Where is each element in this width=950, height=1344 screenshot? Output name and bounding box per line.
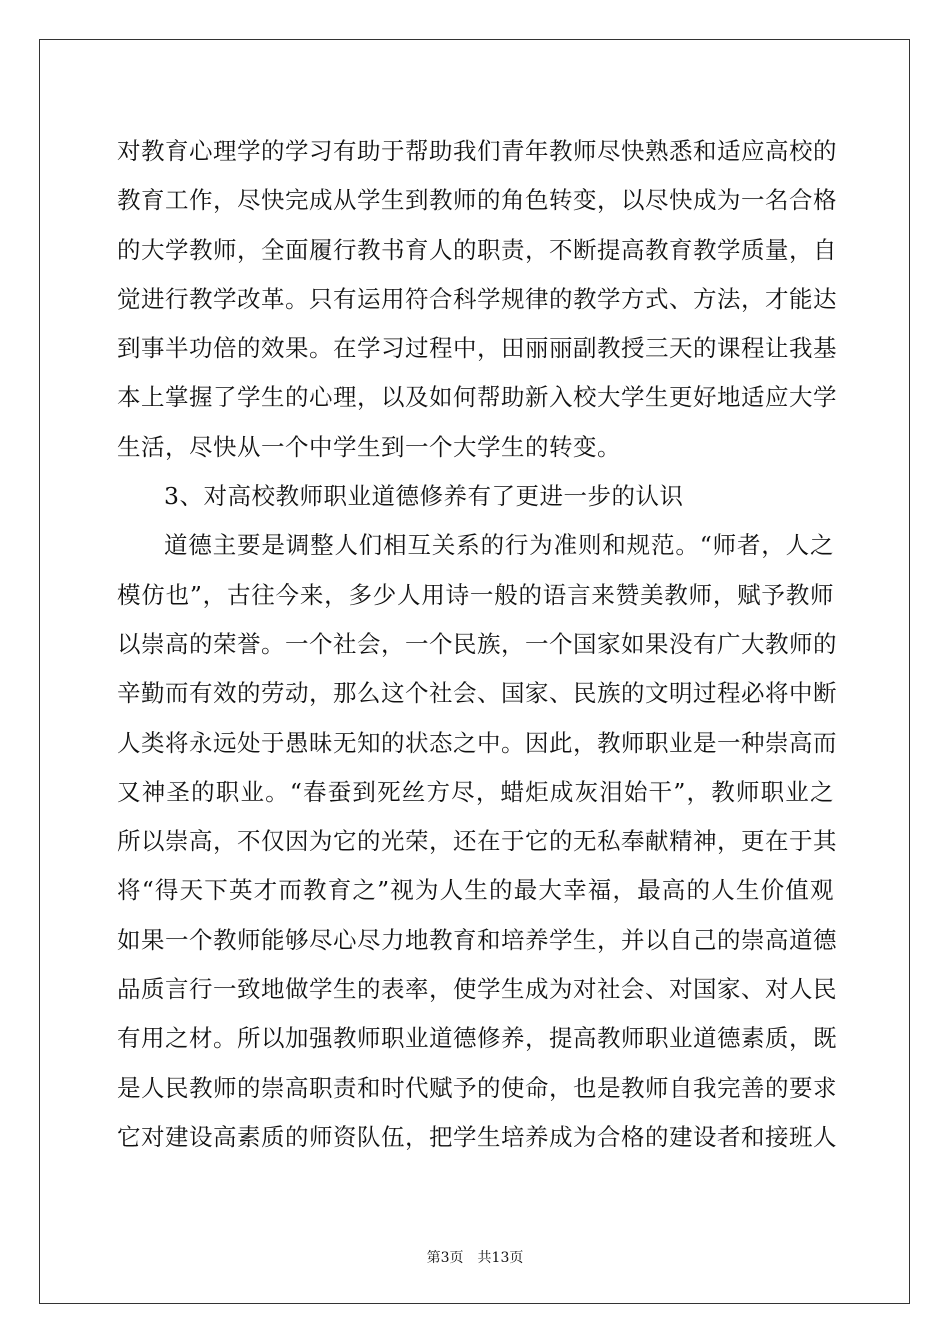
text-line: 以崇高的荣誉。一个社会，一个民族，一个国家如果没有广大教师的 [117,629,837,658]
text-line: 辛勤而有效的劳动，那么这个社会、国家、民族的文明过程必将中断 [117,679,837,708]
text-line: 到事半功倍的效果。在学习过程中，田丽丽副教授三天的课程让我基 [117,334,837,363]
text-line: 又神圣的职业。“春蚕到死丝方尽，蜡炬成灰泪始干”，教师职业之 [117,777,834,806]
document-body [117,127,837,1162]
text-line: 的大学教师，全面履行教书育人的职责，不断提高教育教学质量，自 [117,235,837,264]
text-line: 将“得天下英才而教育之”视为人生的最大幸福，最高的人生价值观 [117,876,834,905]
text-line: 如果一个教师能够尽心尽力地教育和培养学生，并以自己的崇高道德 [117,925,837,954]
text-line: 人类将永远处于愚昧无知的状态之中。因此，教师职业是一种崇高而 [117,728,837,757]
text-line: 模仿也”，古往今来，多少人用诗一般的语言来赞美教师，赋予教师 [117,580,834,609]
text-line: 它对建设高素质的师资队伍，把学生培养成为合格的建设者和接班人 [117,1122,837,1151]
text-line: 品质言行一致地做学生的表率，使学生成为对社会、对国家、对人民 [117,975,837,1004]
section-heading: 3、对高校教师职业道德修养有了更进一步的认识 [164,482,684,511]
page-total: 共13页 [477,1250,524,1266]
page-number: 第3页 [426,1250,464,1266]
text-line: 本上掌握了学生的心理，以及如何帮助新入校大学生更好地适应大学 [117,383,837,412]
text-line: 有用之材。所以加强教师职业道德修养，提高教师职业道德素质，既 [117,1024,837,1053]
text-line: 是人民教师的崇高职责和时代赋予的使命，也是教师自我完善的要求 [117,1073,837,1102]
text-line: 对教育心理学的学习有助于帮助我们青年教师尽快熟悉和适应高校的 [117,137,837,165]
text-line: 道德主要是调整人们相互关系的行为准则和规范。“师者，人之 [164,531,834,560]
text-line: 觉进行教学改革。只有运用符合科学规律的教学方式、方法，才能达 [117,284,837,313]
text-line: 生活，尽快从一个中学生到一个大学生的转变。 [117,432,621,461]
text-line: 教育工作，尽快完成从学生到教师的角色转变，以尽快成为一名合格 [117,186,837,215]
text-line: 所以崇高，不仅因为它的光荣，还在于它的无私奉献精神，更在于其 [117,827,837,856]
page-footer [0,1247,950,1267]
